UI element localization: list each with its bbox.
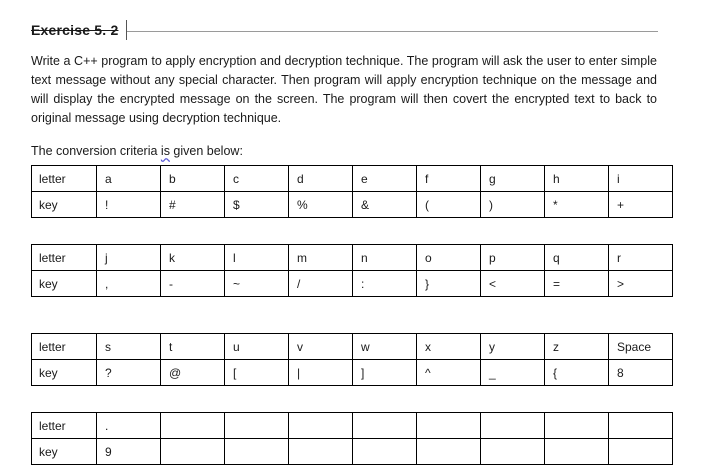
text-cursor [126, 20, 127, 40]
conversion-table-1 [31, 165, 673, 218]
letter-cell [289, 413, 353, 439]
key-cell [225, 439, 289, 465]
exercise-title: Exercise 5. 2 [31, 22, 119, 38]
key-cell: ? [97, 360, 161, 386]
letter-cell: e [353, 166, 417, 192]
letter-cell [417, 413, 481, 439]
letter-cell [225, 413, 289, 439]
exercise-description: Write a C++ program to apply encryption and decryption technique. The program will ask the user to enter simple text message without any special character. Then program will apply encryption technique on the message and will display the encrypted message on the screen. The program will then covert the encrypted text to back to original message using decryption technique. [31, 54, 657, 125]
letter-cell: . [97, 413, 161, 439]
key-cell: ( [417, 192, 481, 218]
letter-cell: y [481, 334, 545, 360]
key-cell [609, 439, 673, 465]
key-cell: @ [161, 360, 225, 386]
letter-cell: b [161, 166, 225, 192]
key-cell: < [481, 271, 545, 297]
key-cell: > [609, 271, 673, 297]
key-cell: & [353, 192, 417, 218]
letter-cell: l [225, 245, 289, 271]
criteria-text-after: given below: [169, 144, 243, 158]
row-label-letter: letter [32, 334, 97, 360]
key-cell [545, 439, 609, 465]
key-cell: 9 [97, 439, 161, 465]
key-cell: ! [97, 192, 161, 218]
key-cell: * [545, 192, 609, 218]
key-cell [353, 439, 417, 465]
letter-cell: k [161, 245, 225, 271]
table-row-letter [32, 166, 673, 192]
key-cell: # [161, 192, 225, 218]
letter-cell: c [225, 166, 289, 192]
row-label-letter: letter [32, 413, 97, 439]
key-cell: | [289, 360, 353, 386]
letter-cell: Space [609, 334, 673, 360]
key-cell: _ [481, 360, 545, 386]
row-label-letter: letter [32, 166, 97, 192]
table-row-letter [32, 245, 673, 271]
letter-cell: j [97, 245, 161, 271]
letter-cell: z [545, 334, 609, 360]
key-cell: / [289, 271, 353, 297]
key-cell: ) [481, 192, 545, 218]
letter-cell: q [545, 245, 609, 271]
table-row-key [32, 192, 673, 218]
table-row-letter [32, 413, 673, 439]
key-cell [161, 439, 225, 465]
table-row-key [32, 439, 673, 465]
key-cell [481, 439, 545, 465]
key-cell: ^ [417, 360, 481, 386]
letter-cell: h [545, 166, 609, 192]
letter-cell: a [97, 166, 161, 192]
conversion-table-3 [31, 333, 673, 386]
letter-cell [353, 413, 417, 439]
table-row-key [32, 360, 673, 386]
letter-cell [481, 413, 545, 439]
key-cell: - [161, 271, 225, 297]
conversion-table-2 [31, 244, 673, 297]
key-cell: , [97, 271, 161, 297]
letter-cell [609, 413, 673, 439]
key-cell [417, 439, 481, 465]
letter-cell: r [609, 245, 673, 271]
letter-cell: n [353, 245, 417, 271]
key-cell: ] [353, 360, 417, 386]
letter-cell: m [289, 245, 353, 271]
key-cell: ~ [225, 271, 289, 297]
criteria-text-before: The conversion criteria [31, 144, 161, 158]
letter-cell [161, 413, 225, 439]
letter-cell: i [609, 166, 673, 192]
letter-cell: o [417, 245, 481, 271]
row-label-letter: letter [32, 245, 97, 271]
table-row-letter [32, 334, 673, 360]
exercise-heading [31, 20, 658, 40]
key-cell [289, 439, 353, 465]
key-cell: + [609, 192, 673, 218]
key-cell: [ [225, 360, 289, 386]
spellcheck-flagged-word[interactable]: is [160, 144, 170, 158]
letter-cell: g [481, 166, 545, 192]
conversion-table-4 [31, 412, 673, 465]
key-cell: 8 [609, 360, 673, 386]
letter-cell [545, 413, 609, 439]
key-cell: = [545, 271, 609, 297]
letter-cell: x [417, 334, 481, 360]
row-label-key: key [32, 192, 97, 218]
letter-cell: u [225, 334, 289, 360]
letter-cell: p [481, 245, 545, 271]
row-label-key: key [32, 439, 97, 465]
key-cell: % [289, 192, 353, 218]
conversion-criteria-caption [31, 144, 243, 158]
table-row-key [32, 271, 673, 297]
letter-cell: w [353, 334, 417, 360]
row-label-key: key [32, 360, 97, 386]
heading-divider [127, 31, 658, 32]
letter-cell: s [97, 334, 161, 360]
key-cell: : [353, 271, 417, 297]
letter-cell: t [161, 334, 225, 360]
key-cell: } [417, 271, 481, 297]
letter-cell: v [289, 334, 353, 360]
key-cell: { [545, 360, 609, 386]
letter-cell: f [417, 166, 481, 192]
letter-cell: d [289, 166, 353, 192]
row-label-key: key [32, 271, 97, 297]
key-cell: $ [225, 192, 289, 218]
